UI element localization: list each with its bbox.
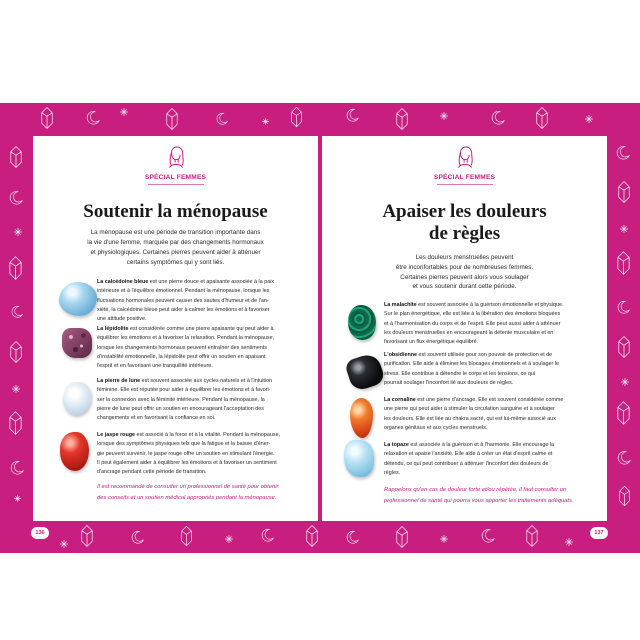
stone-description-line [97, 440, 280, 449]
stone-description [97, 431, 280, 477]
stone-description-line [97, 459, 280, 468]
intro-line: la vie d'une femme, marquée par des changements hormonaux [87, 239, 264, 246]
stone-description-text: favorisant un flux énergétique équilibré. [384, 339, 479, 346]
stone-description-line [97, 278, 274, 287]
stone-description-text: xiété, la calcédoine bleue peut aider à calmer les émotions et à favoriser [97, 306, 270, 313]
stone-description-line [97, 297, 274, 306]
stone-description-line [97, 396, 272, 405]
page-number-right: 137 [590, 527, 608, 539]
section-badge: SPÉCIAL FEMMES [433, 174, 496, 181]
stone-description-text: l'esprit et en favorisant une tranquillité intérieure. [97, 363, 213, 370]
stone-description-text: est considérée comme une pierre apaisante qui peut aider à [129, 326, 274, 332]
stone-name: La lépidolite [97, 326, 129, 332]
stone-description-line [97, 315, 274, 324]
stone-description-line [97, 405, 272, 414]
stone-name: La topaze [384, 442, 409, 448]
stone-description-line [384, 320, 564, 329]
stone-description-text: pourrait soulager l'inconfort lié aux douleurs de règles. [384, 379, 514, 386]
right-page [322, 136, 607, 521]
stone-description [97, 325, 274, 371]
stone-description-line [384, 460, 554, 469]
intro-paragraph [322, 253, 607, 292]
intro-line: et vous soutenir durant cette période. [412, 283, 517, 291]
stone-image [350, 398, 373, 438]
stone-description-line [384, 415, 563, 424]
stone-description-text: est associée à la guérison et à l'harmonie. Elle encourage la [410, 442, 555, 448]
advice-note-line: Il est recommandé de consulter un professionnel de santé pour obtenir [97, 484, 279, 490]
stone-description-text: intérieure et à l'équilibre émotionnel. Pendant la ménopause, lorsque les [97, 288, 270, 295]
advice-note-line: professionnel de santé qui pourra vous apporter les traitements adéquats. [384, 498, 574, 504]
stone-description-line [97, 325, 274, 334]
stone-description-line [97, 344, 274, 353]
stone-description-text: gie peuvent survenir, le jaspe rouge offre un soutien en stimulant l'énergie. [97, 450, 275, 457]
stone-description-text: une pierre qui peut aider à stimuler la circulation sanguine et à soulager [384, 406, 555, 413]
stone-description-text: d'ancrage pendant cette période de transition. [97, 469, 207, 476]
stone-description-line [384, 310, 564, 319]
stone-description-line [384, 469, 554, 478]
stone-description-line [384, 396, 563, 405]
stone-image [59, 282, 97, 316]
intro-line: Certaines pierres peuvent alors vous soulager [400, 273, 529, 281]
stone-description [384, 441, 554, 478]
stone-description [384, 351, 559, 388]
stone-description-line [97, 386, 272, 395]
stone-description-text: détendu, ce qui peut contribuer à atténuer l'inconfort des douleurs de [384, 460, 549, 467]
stone-description-text: lorsque les changements hormonaux peuvent entraîner des sentiments [97, 344, 267, 351]
intro-line: La ménopause est une période de transition importante dans [90, 229, 261, 236]
stone-description-text: Il peut également aider à équilibrer les émotions et à favoriser un sentiment [97, 459, 277, 466]
title-line: Apaiser les douleurs [382, 201, 547, 222]
stone-description-text: règles. [384, 469, 401, 476]
stone-description-line [97, 362, 274, 371]
stone-description-line [384, 351, 559, 360]
stone-description-text: les douleurs. Elle est liée au chakra sacré, qui est lui-même associé aux [384, 415, 556, 422]
stone-description-text: d'instabilité émotionnelle, la lépidolite peut offrir un soutien en apaisant [97, 353, 266, 360]
title-line: Soutenir la ménopause [83, 201, 268, 222]
stone-name: La cornaline [384, 397, 416, 403]
stone-image [348, 305, 376, 340]
stone-description-text: stress. Elle contribue à détendre le corps et les tensions, ce qui [384, 370, 536, 377]
stone-description-text: Sur le plan énergétique, elle est liée à la libération des émotions bloquées [384, 311, 561, 318]
stone-description-text: féminine. Elle est réputée pour aider à équilibrer les émotions et à favori- [97, 387, 271, 394]
intro-line: Les douleurs menstruelles peuvent [415, 254, 514, 261]
intro-line: certains symptômes qui y sont liés. [126, 259, 225, 266]
section-badge: SPÉCIAL FEMMES [144, 174, 207, 181]
stone-description-text: changements et en favorisant la confiance en soi. [97, 415, 216, 422]
stone-description [97, 278, 274, 324]
stone-description-text: purification. Elle aide à éliminer les blocages émotionnels et à soulager le [384, 361, 559, 368]
stone-description-text: une attitude positive. [97, 316, 147, 323]
woman-profile-icon [456, 144, 474, 168]
stone-description-line [97, 334, 274, 343]
intro-line: et physiologiques. Certaines pierres peuvent aider à atténuer [90, 249, 261, 256]
stone-description-text: les douleurs menstruelles en encourageant la détente musculaire et en [384, 329, 554, 336]
stone-description-text: pierre de lune peut offrir un soutien en encourageant l'acceptation des [97, 405, 264, 412]
stone-name: La malachite [384, 302, 417, 308]
stone-description-text: et à l'harmonisation du corps et de l'esprit. Elle peut aussi aider à atténuer [384, 320, 561, 327]
badge-divider [437, 184, 493, 185]
stone-description-line [384, 405, 563, 414]
stone-description-text: est une pierre douce et apaisante associée à la paix [149, 279, 275, 285]
stone-name: La pierre de lune [97, 378, 141, 384]
page-title [322, 201, 607, 245]
stone-description-line [97, 377, 272, 386]
stone-image [344, 440, 374, 477]
stone-description-line [384, 424, 563, 433]
left-page [33, 136, 318, 521]
stone-description-line [384, 338, 564, 347]
stone-name: L'obsidienne [384, 352, 418, 358]
stone-description-line [384, 329, 564, 338]
stone-description-line [384, 370, 559, 379]
intro-paragraph [33, 228, 318, 268]
stone-description-line [384, 301, 564, 310]
stone-image [60, 432, 89, 471]
stone-name: La calcédoine bleue [97, 279, 149, 285]
stone-description-line [97, 287, 274, 296]
stone-description-line [384, 379, 559, 388]
stone-image [62, 328, 92, 358]
advice-note-line: Rappelons qu'en cas de douleur forte et/ou répétée, il faut consulter un [384, 487, 567, 493]
page-number-left: 136 [31, 527, 49, 539]
stone-description-text: organes génitaux et aux cycles menstruels. [384, 424, 488, 431]
stone-description-line [384, 450, 554, 459]
stone-image [63, 382, 91, 415]
stone-image [344, 352, 386, 393]
stone-description-line [97, 450, 280, 459]
title-line: de règles [428, 223, 501, 244]
stone-description-text: est souvent utilisée pour son pouvoir de protection et de [418, 352, 553, 358]
stone-description-line [97, 431, 280, 440]
stone-description-text: fluctuations hormonales peuvent causer des sautes d'humeur et de l'an- [97, 297, 269, 304]
badge-divider [148, 184, 204, 185]
advice-note [384, 485, 573, 507]
stone-description-line [384, 441, 554, 450]
stone-description-line [97, 468, 280, 477]
stone-description-text: est souvent associée aux cycles naturels et à l'intuition [141, 378, 273, 384]
woman-profile-icon [167, 144, 185, 168]
page-title [33, 201, 318, 223]
stone-description-text: équilibrer les émotions et à favoriser la relaxation. Pendant la ménopause, [97, 335, 275, 342]
stone-description-text: ser la connexion avec la féminité intérieure. Pendant la ménopause, la [97, 396, 265, 403]
stone-description-text: est une pierre d'ancrage. Elle est souvent considérée comme [417, 397, 564, 403]
stone-description [97, 377, 272, 423]
stone-description-line [97, 353, 274, 362]
stone-description [384, 396, 563, 433]
stone-description-text: lorsque des symptômes physiques tels que la fatigue et la baisse d'éner- [97, 441, 271, 448]
advice-note [97, 482, 278, 504]
intro-line: être inconfortables pour de nombreuses femmes. [395, 263, 534, 271]
stone-description-line [384, 360, 559, 369]
advice-note-line: des conseils et un soutien médical appropriés pendant la ménopause. [97, 495, 277, 501]
stone-description [384, 301, 564, 347]
stone-description-text: est associé à la force et à la vitalité. Pendant la ménopause, [136, 432, 281, 438]
stone-description-text: est souvent associée à la guérison émotionnelle et physique. [418, 302, 564, 308]
stone-description-text: relaxation et apaise l'anxiété. Elle aide à créer un état d'esprit calme et [384, 451, 553, 458]
stone-description-line [97, 306, 274, 315]
stone-description-line [97, 414, 272, 423]
stone-name: Le jaspe rouge [97, 432, 136, 438]
